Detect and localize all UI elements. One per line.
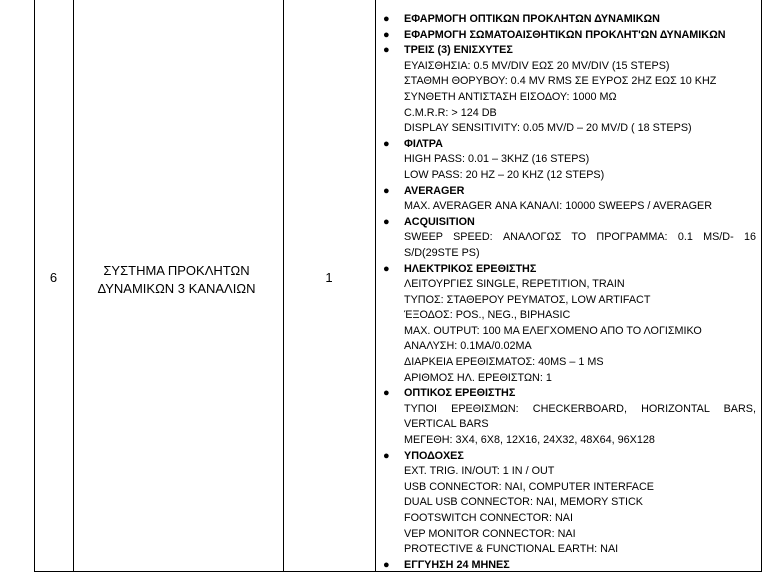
spec-line	[381, 106, 756, 122]
spec-text: LOW PASS: 20 HZ – 20 KHZ (12 STEPS)	[404, 168, 605, 181]
spec-line	[381, 246, 756, 262]
spec-text: ΛΕΙΤΟΥΡΓΙΕΣ SINGLE, REPETITION, TRAIN	[404, 278, 625, 291]
spec-line	[381, 277, 756, 293]
specifications-list	[381, 12, 756, 573]
spec-text: EXT. TRIG. IN/OUT: 1 IN / OUT	[404, 465, 555, 478]
spec-text: ΕΥΑΙΣΘΗΣΙΑ: 0.5 MV/DIV ΕΩΣ 20 MV/DIV (15 STEPS)	[404, 59, 670, 72]
bullet-icon: ●	[383, 184, 390, 197]
spec-line	[381, 199, 756, 215]
bullet-icon: ●	[383, 449, 390, 462]
spec-text: FOOTSWITCH CONNECTOR: ΝΑΙ	[404, 512, 573, 524]
spec-line	[381, 464, 756, 480]
spec-heading	[381, 12, 756, 28]
spec-heading	[381, 184, 756, 200]
spec-heading	[381, 43, 756, 59]
spec-line	[381, 168, 756, 184]
spec-text: ACQUISITION	[404, 215, 475, 228]
spec-heading	[381, 386, 756, 402]
spec-text: ΣΤΑΘΜΗ ΘΟΡΥΒΟΥ: 0.4 MV RMS ΣΕ ΕΥΡΟΣ 2HZ ΕΩΣ 10 KHZ	[404, 75, 717, 88]
spec-line	[381, 293, 756, 309]
bullet-icon: ●	[383, 558, 390, 571]
spec-text: ΕΓΓΥΗΣΗ 24 ΜΗΝΕΣ	[404, 558, 510, 571]
spec-line	[381, 324, 756, 340]
column-divider-1	[73, 0, 74, 572]
table-border-right	[761, 0, 762, 572]
spec-line	[381, 121, 756, 137]
bullet-icon: ●	[383, 387, 390, 400]
spec-text: ΜΕΓΕΘΗ: 3X4, 6X8, 12X16, 24X32, 48X64, 96X128	[404, 434, 655, 447]
spec-text: ΗΛΕΚΤΡΙΚΟΣ ΕΡΕΘΙΣΤΗΣ	[404, 262, 537, 275]
spec-text: HIGH PASS: 0.01 – 3KHZ (16 STEPS)	[404, 153, 590, 166]
spec-text: DISPLAY SENSITIVITY: 0.05 MV/D – 20 MV/D ( 18 STEPS)	[404, 122, 692, 135]
spec-text: AVERAGER	[404, 184, 465, 197]
spec-text: VEP MONITOR CONNECTOR: ΝΑΙ	[404, 527, 576, 540]
spec-line	[381, 230, 756, 246]
spec-heading	[381, 28, 756, 44]
spec-text: ΕΦΑΡΜΟΓΗ ΟΠΤΙΚΩΝ ΠΡΟΚΛΗΤΩΝ ΔΥΝΑΜΙΚΩΝ	[404, 13, 660, 25]
spec-line	[381, 355, 756, 371]
spec-text: ΑΡΙΘΜΟΣ ΗΛ. ΕΡΕΘΙΣΤΩΝ: 1	[404, 371, 552, 384]
spec-text: DUAL USB CONNECTOR: ΝΑΙ, MEMORY STICK	[404, 496, 643, 509]
spec-line	[381, 511, 756, 527]
spec-text: ΣΥΝΘΕΤΗ ΑΝΤΙΣΤΑΣΗ ΕΙΣΟΔΟΥ: 1000 ΜΩ	[404, 90, 617, 103]
spec-line	[381, 339, 756, 355]
column-divider-2	[283, 0, 284, 572]
spec-text: C.M.R.R: > 124 DB	[404, 106, 497, 119]
spec-text: ΤΥΠΟΙ ΕΡΕΘΙΣΜΩΝ: CHECKERBOARD, HORIZONTAL BARS,	[404, 402, 756, 415]
spec-line	[381, 402, 756, 418]
spec-line	[381, 480, 756, 496]
bullet-icon: ●	[383, 215, 390, 228]
spec-text: ΟΠΤΙΚΟΣ ΕΡΕΘΙΣΤΗΣ	[404, 387, 516, 400]
bullet-icon: ●	[383, 44, 390, 57]
spec-line	[381, 433, 756, 449]
spec-text: MAX. OUTPUT: 100 MA ΕΛΕΓΧΟΜΕΝΟ ΑΠΟ ΤΟ ΛΟΓΙΣΜΙΚΟ	[404, 324, 702, 337]
spec-text: ΈΞΟΔΟΣ: POS., NEG., BIPHASIC	[404, 309, 571, 322]
bullet-icon: ●	[383, 28, 390, 41]
spec-line	[381, 417, 756, 433]
spec-line	[381, 495, 756, 511]
spec-line	[381, 371, 756, 387]
spec-text: ΑΝΑΛΥΣΗ: 0.1MA/0.02MA	[404, 340, 532, 353]
item-name	[80, 262, 273, 298]
spec-text: VERTICAL BARS	[404, 418, 489, 431]
spec-line	[381, 74, 756, 90]
spec-line	[381, 59, 756, 75]
spec-heading	[381, 262, 756, 278]
spec-text: ΤΡΕΙΣ (3) ΕΝΙΣΧΥΤΕΣ	[404, 44, 513, 57]
spec-text: ΕΦΑΡΜΟΓΗ ΣΩΜΑΤΟΑΙΣΘΗΤΙΚΩΝ ΠΡΟΚΛΗΤ'ΩΝ ΔΥΝΑΜΙΚΩΝ	[404, 28, 726, 41]
spec-text: ΔΙΑΡΚΕΙΑ ΕΡΕΘΙΣΜΑΤΟΣ: 40MS – 1 MS	[404, 356, 604, 369]
spec-text: USB CONNECTOR: ΝΑΙ, COMPUTER INTERFACE	[404, 480, 654, 493]
bullet-icon: ●	[383, 137, 390, 150]
bullet-icon: ●	[383, 262, 390, 275]
item-name-line-1: ΣΥΣΤΗΜΑ ΠΡΟΚΛΗΤΩΝ	[103, 263, 250, 278]
row-number: 6	[49, 270, 58, 285]
spec-heading	[381, 137, 756, 153]
spec-line	[381, 527, 756, 543]
spec-text: MAX. AVERAGER ΑΝΑ ΚΑΝΑΛΙ: 10000 SWEEPS / AVERAGER	[404, 200, 713, 213]
spec-line	[381, 152, 756, 168]
spec-text: ΥΠΟΔΟΧΕΣ	[404, 449, 464, 462]
spec-text: ΦΙΛΤΡΑ	[404, 137, 443, 150]
spec-heading	[381, 449, 756, 465]
item-quantity: 1	[325, 270, 333, 285]
spec-text: SWEEP SPEED: ΑΝΑΛΟΓΩΣ ΤΟ ΠΡΟΓΡΑΜΜΑ: 0.1 MS/D- 16	[404, 231, 756, 244]
spec-text: S/D(29STE PS)	[404, 246, 480, 259]
column-divider-3	[375, 0, 376, 572]
spec-heading	[381, 558, 756, 574]
bullet-icon: ●	[383, 13, 390, 25]
table-border-left	[34, 0, 35, 572]
spec-text: PROTECTIVE & FUNCTIONAL EARTH: ΝΑΙ	[404, 543, 619, 556]
spec-heading	[381, 215, 756, 231]
item-name-line-2: ΔΥΝΑΜΙΚΩΝ 3 ΚΑΝΑΛΙΩΝ	[97, 281, 256, 296]
spec-line	[381, 542, 756, 558]
spec-text: ΤΥΠΟΣ: ΣΤΑΘΕΡΟΥ ΡΕΥΜΑΤΟΣ, LOW ARTIFACT	[404, 293, 651, 306]
spec-line	[381, 308, 756, 324]
spec-line	[381, 90, 756, 106]
